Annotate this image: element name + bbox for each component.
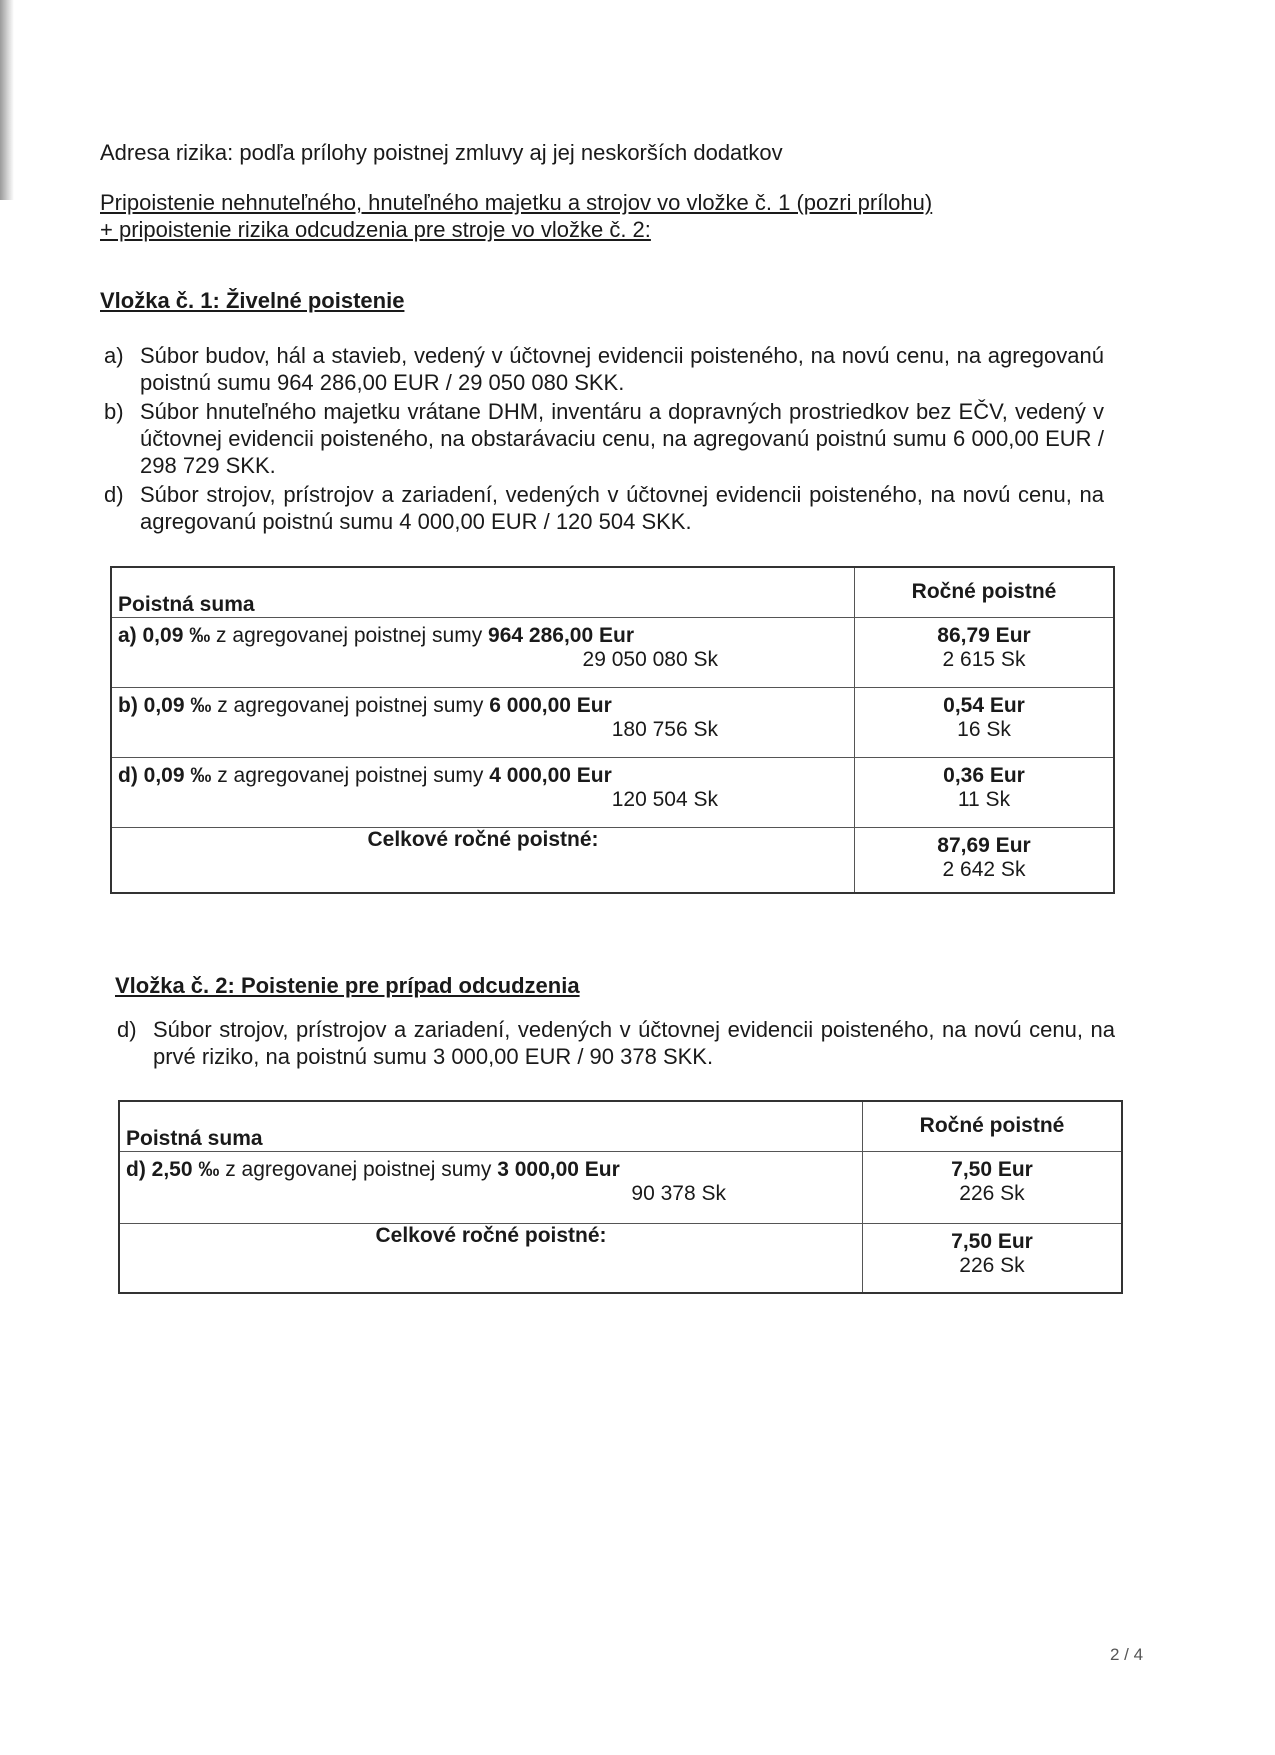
rate-desc: z agregovanej poistnej sumy — [210, 623, 489, 647]
table-total-row — [111, 827, 1114, 893]
item-text: Súbor hnuteľného majetku vrátane DHM, inventáru a dopravných prostriedkov bez EČV, vedený v účtovnej evidencii poisteného, na obstarávaciu cenu, na agregovanú poistnú sumu 6 000,00 EUR / 298 729 SKK. — [140, 399, 1104, 478]
sum-cell — [111, 757, 855, 827]
table-header-row — [111, 567, 1114, 617]
section1-item-a — [104, 342, 1104, 396]
table-row — [111, 757, 1114, 827]
premium-eur: 0,36 Eur — [943, 763, 1025, 787]
sum-cell — [119, 1151, 863, 1223]
intro-line-1: Pripoistenie nehnuteľného, hnuteľného majetku a strojov vo vložke č. 1 (pozri prílohu) — [100, 190, 933, 215]
total-sk: 226 Sk — [959, 1253, 1025, 1277]
item-text: Súbor strojov, prístrojov a zariadení, vedených v účtovnej evidencii poisteného, na novú cenu, na prvé riziko, na poistnú sumu 3 000,00 EUR / 90 378 SKK. — [153, 1017, 1115, 1069]
premium-sk: 226 Sk — [959, 1181, 1025, 1205]
sum-sk: 180 756 Sk — [611, 717, 718, 741]
total-eur: 87,69 Eur — [937, 833, 1031, 857]
total-label: Celkové ročné poistné: — [111, 827, 855, 893]
section1-premium-table — [110, 566, 1115, 894]
item-label: a) — [104, 343, 124, 368]
sum-sk: 29 050 080 Sk — [582, 647, 718, 671]
col-header-sum: Poistná suma — [119, 1101, 863, 1151]
col-header-premium: Ročné poistné — [863, 1101, 1123, 1151]
page-number: 2 / 4 — [1110, 1645, 1144, 1664]
sum-cell — [111, 687, 855, 757]
premium-cell — [855, 617, 1115, 687]
table-row — [111, 617, 1114, 687]
total-label: Celkové ročné poistné: — [119, 1223, 863, 1293]
premium-eur: 86,79 Eur — [937, 623, 1031, 647]
premium-sk: 2 615 Sk — [942, 647, 1026, 671]
item-label: d) — [104, 482, 124, 507]
rate-label: d) 2,50 ‰ — [126, 1157, 220, 1181]
sum-eur: 964 286,00 Eur — [488, 623, 634, 647]
sum-cell — [111, 617, 855, 687]
total-sk: 2 642 Sk — [942, 857, 1026, 881]
rate-desc: z agregovanej poistnej sumy — [211, 693, 490, 717]
section1-heading: Vložka č. 1: Živelné poistenie — [100, 288, 405, 313]
table-total-row — [119, 1223, 1122, 1293]
item-text: Súbor strojov, prístrojov a zariadení, vedených v účtovnej evidencii poisteného, na novú cenu, na agregovanú poistnú sumu 4 000,00 EUR / 120 504 SKK. — [140, 482, 1104, 534]
premium-cell — [855, 687, 1115, 757]
table-row — [111, 687, 1114, 757]
premium-cell — [855, 757, 1115, 827]
sum-eur: 3 000,00 Eur — [497, 1157, 620, 1181]
table-row — [119, 1151, 1122, 1223]
item-label: b) — [104, 399, 124, 424]
section2-heading: Vložka č. 2: Poistenie pre prípad odcudzenia — [115, 973, 580, 998]
rate-label: a) 0,09 ‰ — [118, 623, 211, 647]
premium-cell — [863, 1151, 1123, 1223]
item-text: Súbor budov, hál a stavieb, vedený v účtovnej evidencii poisteného, na novú cenu, na agregovanú poistnú sumu 964 286,00 EUR / 29 050 080 SKK. — [140, 343, 1104, 395]
premium-sk: 11 Sk — [957, 787, 1011, 811]
col-header-sum: Poistná suma — [111, 567, 855, 617]
total-cell — [855, 827, 1115, 893]
total-eur: 7,50 Eur — [951, 1229, 1033, 1253]
scan-shadow — [0, 0, 14, 200]
table-header-row — [119, 1101, 1122, 1151]
total-cell — [863, 1223, 1123, 1293]
section1-item-d — [104, 481, 1104, 535]
section2-premium-table — [118, 1100, 1123, 1294]
section1-item-b — [104, 398, 1104, 479]
sum-sk: 120 504 Sk — [611, 787, 718, 811]
rate-label: d) 0,09 ‰ — [118, 763, 212, 787]
sum-eur: 6 000,00 Eur — [489, 693, 612, 717]
intro-line-2: + pripoistenie rizika odcudzenia pre stroje vo vložke č. 2: — [100, 217, 651, 242]
premium-sk: 16 Sk — [957, 717, 1011, 741]
col-header-premium: Ročné poistné — [855, 567, 1115, 617]
premium-eur: 7,50 Eur — [951, 1157, 1033, 1181]
premium-eur: 0,54 Eur — [943, 693, 1025, 717]
rate-desc: z agregovanej poistnej sumy — [211, 763, 490, 787]
risk-address-line: Adresa rizika: podľa prílohy poistnej zmluvy aj jej neskorších dodatkov — [100, 140, 783, 165]
rate-label: b) 0,09 ‰ — [118, 693, 212, 717]
sum-eur: 4 000,00 Eur — [489, 763, 612, 787]
sum-sk: 90 378 Sk — [631, 1181, 726, 1205]
section2-item-d — [117, 1016, 1115, 1070]
item-label: d) — [117, 1017, 137, 1042]
rate-desc: z agregovanej poistnej sumy — [219, 1157, 498, 1181]
